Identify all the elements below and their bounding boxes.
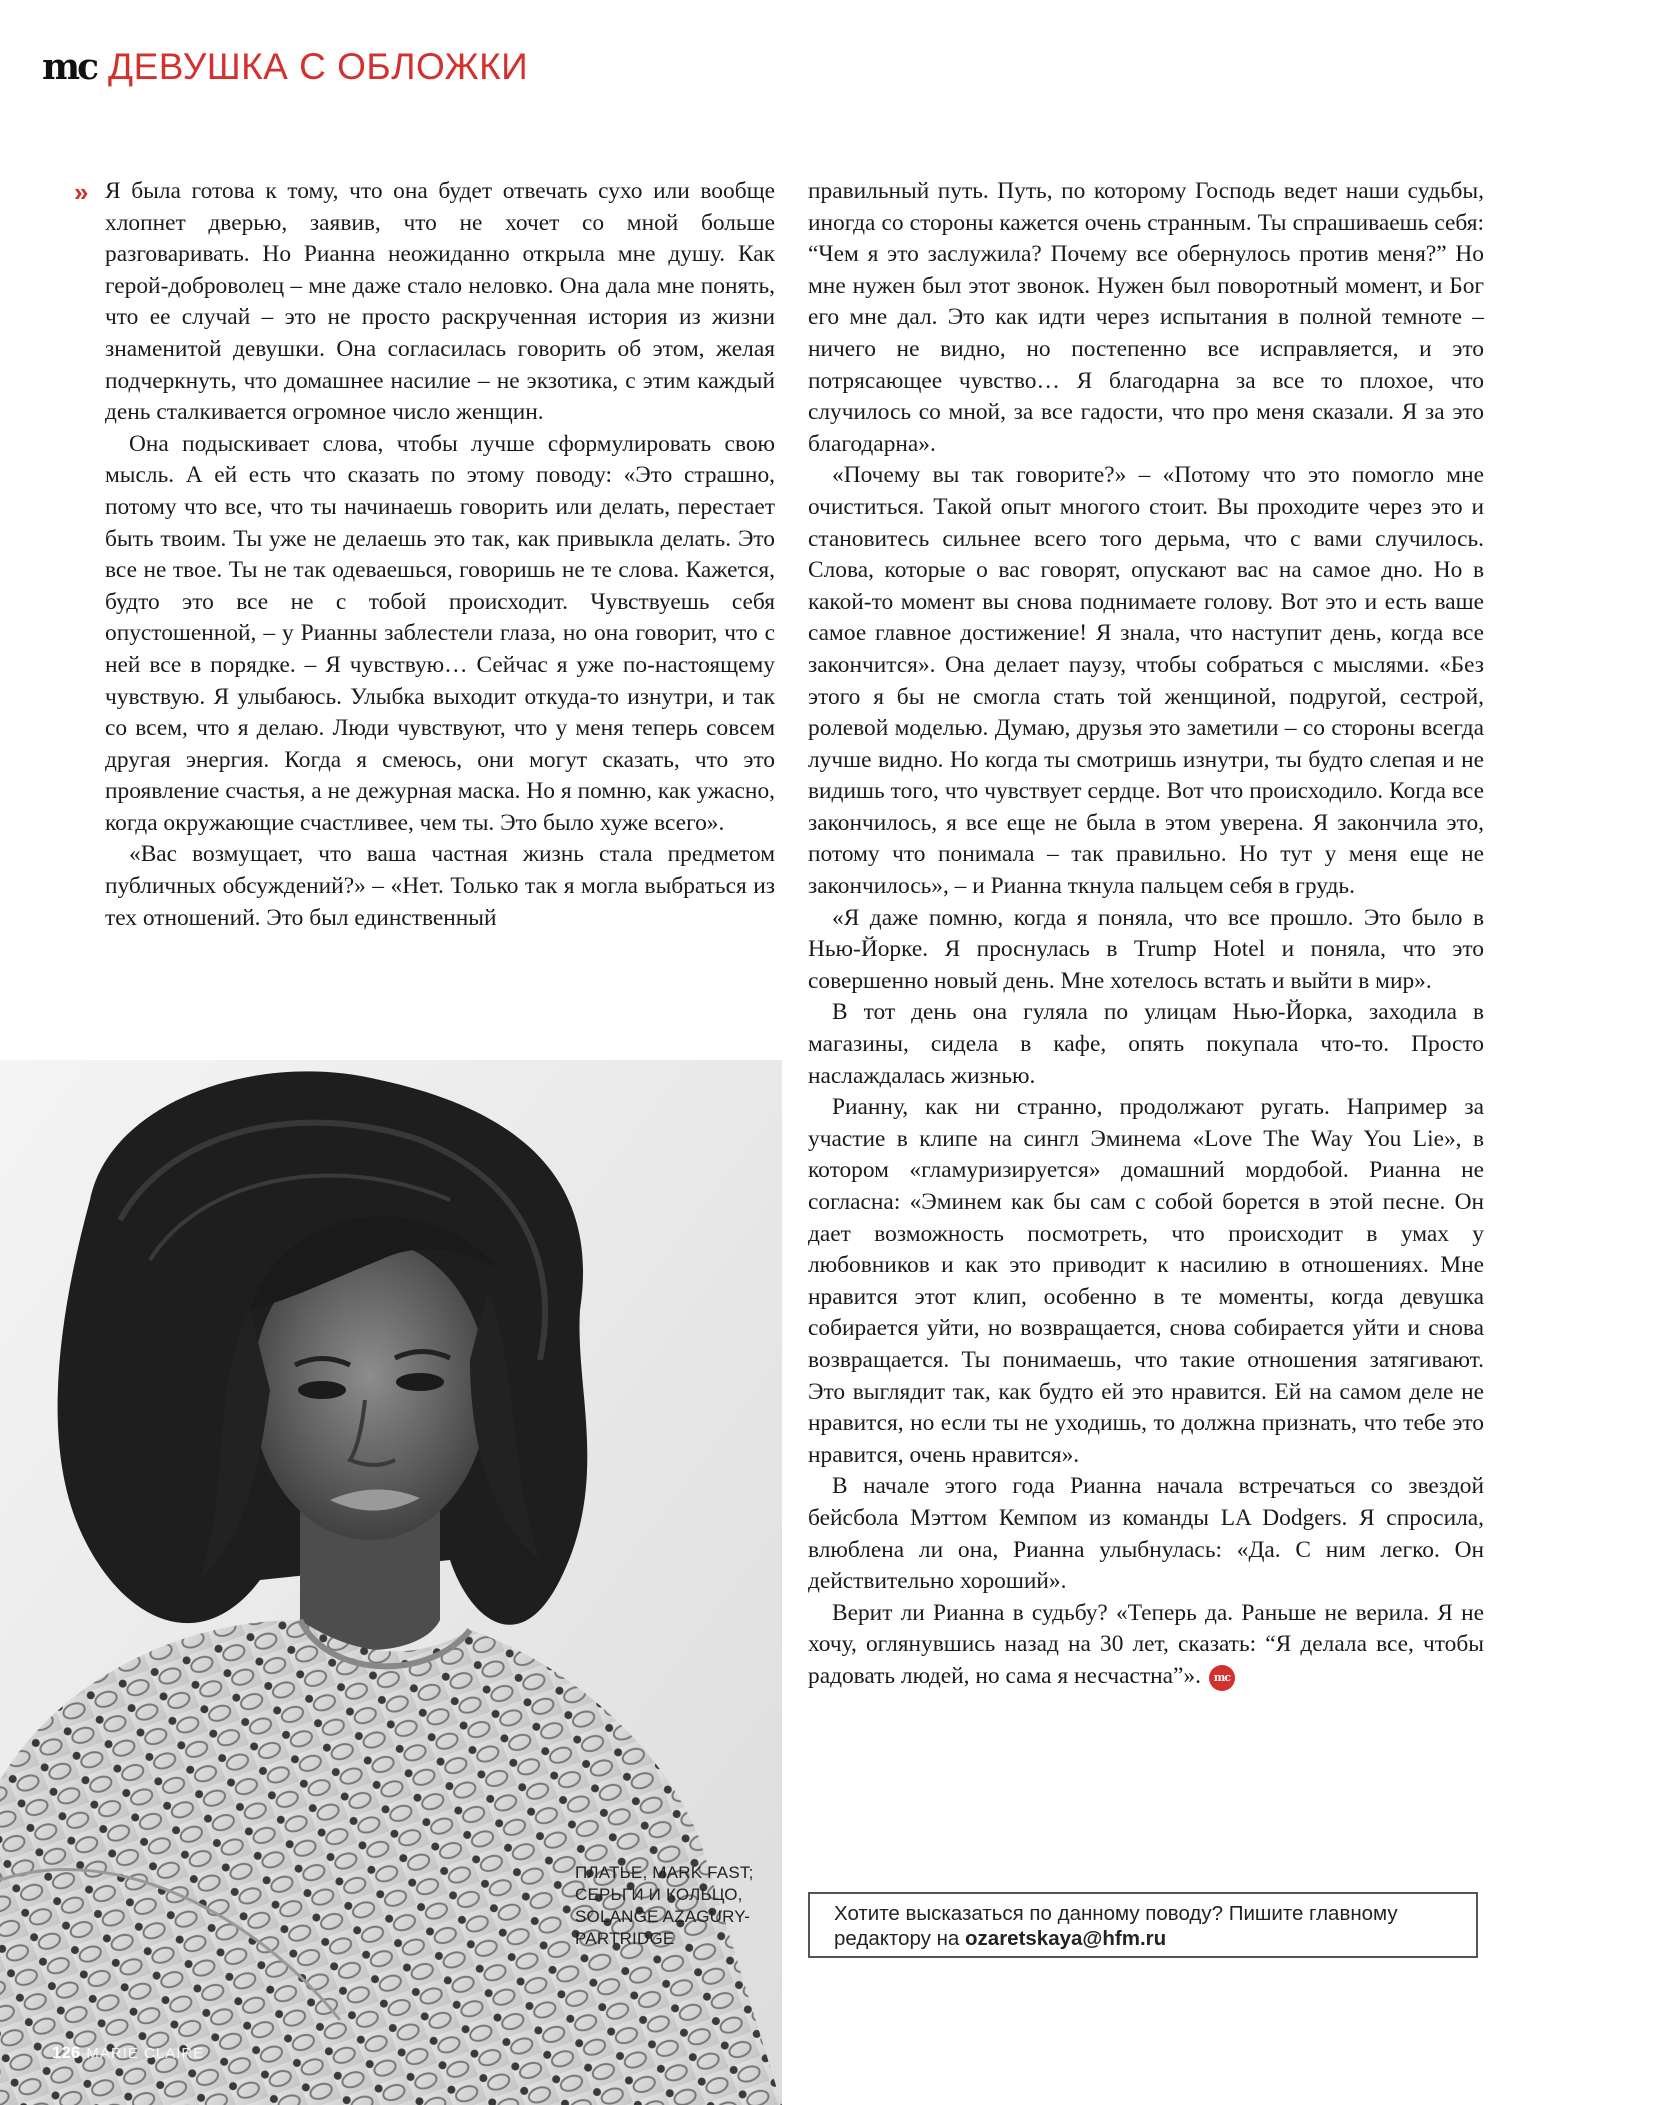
article-paragraph: «Я даже помню, когда я поняла, что все прошло. Это было в Нью-Йорке. Я проснулась в Trump Hotel и поняла, что это совершенно новый день. Мне хотелось встать и выйти в мир». [808,904,1484,994]
article-column-left [105,176,775,934]
article-column-right [808,176,1484,1693]
feedback-line-2 [834,1926,1452,1951]
article-paragraph: «Вас возмущает, что ваша частная жизнь стала предметом публичных обсуждений?» – «Нет. Только так я могла выбраться из тех отношений. Это был единственный [105,841,775,931]
magazine-name: MARIE CLAIRE [86,2045,205,2062]
article-paragraph: правильный путь. Путь, по которому Господь ведет наши судьбы, иногда со стороны кажется очень странным. Ты спрашиваешь себя: “Чем я это заслужила? Почему все обернулось против меня?” Но мне нужен был этот звонок. Нужен был поворотный момент, и Бог его мне дал. Это как идти через испытания в полной темноте – ничего не видно, но постепенно все исправляется, и это потрясающее чувство… Я благодарна за все то плохое, что случилось со мной, за все гадости, что про меня сказали. Я за это благодарна». [808,178,1484,457]
article-paragraph [808,1598,1484,1693]
article-paragraph: «Почему вы так говорите?» – «Потому что это помогло мне очиститься. Такой опыт многого стоит. Вы проходите через это и становитесь сильнее всего того дерьма, что с вами случилось. Слова, которые о вас говорят, опускают вас на самое дно. Но в какой-то момент вы снова поднимаете голову. Вот это и есть ваше самое главное достижение! Я знала, что наступит день, когда все закончится». Она делает паузу, чтобы собраться с мыслями. «Без этого я бы не смогла стать той женщиной, подругой, сестрой, ролевой моделью. Думаю, друзья это заметили – со стороны всегда лучше видно. Но когда ты смотришь изнутри, ты будто слепая и не видишь того, что чувствует сердце. Вот что происходило. Когда все закончилось, я все еще не была в этом уверена. Я закончила это, потому что понимала – так правильно. Но тут у меня еще не закончилось», – и Рианна ткнула пальцем себя в грудь. [808,462,1484,900]
feedback-line-1: Хотите высказаться по данному поводу? Пишите главному [834,1902,1398,1925]
end-of-article-icon: mc [1209,1665,1235,1691]
article-paragraph: В тот день она гуляла по улицам Нью-Йорка, заходила в магазины, сидела в кафе, опять покупала что-то. Просто наслаждалась жизнью. [808,999,1484,1089]
caption-line: SOLANGE AZAGURY- [575,1907,751,1926]
caption-line: ПЛАТЬЕ, MARK FAST; [575,1863,754,1882]
article-paragraph: В начале этого года Рианна начала встречаться со звездой бейсбола Мэттом Кемпом из команды LA Dodgers. Я спросила, влюблена ли она, Рианна улыбнулась: «Да. С ним легко. Он действительно хороший». [808,1473,1484,1595]
article-paragraph: Рианну, как ни странно, продолжают ругать. Например за участие в клипе на сингл Эминема «Love The Way You Lie», в котором «гламуризируется» домашний мордобой. Рианна не согласна: «Эминем как бы сам с собой борется в этой песне. Он дает возможность посмотреть, что происходит в умах у любовников и как это приводит к насилию в отношениях. Мне нравится этот клип, особенно в те моменты, когда девушка собирается уйти, но возвращается, снова собирается уйти и снова возвращается. Ты понимаешь, что такие отношения затягивают. Это выглядит так, как будто ей это нравится. Ей на самом деле не нравится, но если ты не уходишь, то должна признать, что тебе это нравится, очень нравится». [808,1094,1484,1468]
page-header [42,46,528,94]
section-title: ДЕВУШКА С ОБЛОЖКИ [108,46,529,87]
caption-line: PARTRIDGE [575,1929,675,1948]
article-paragraph: Я была готова к тому, что она будет отвечать сухо или вообще хлопнет дверью, заявив, что не хочет со мной больше разговаривать. Но Рианна неожиданно открыла мне душу. Как герой-доброволец – мне даже стало неловко. Она дала мне понять, что ее случай – это не просто раскрученная история из жизни знаменитой девушки. Она согласилась говорить об этом, желая подчеркнуть, что домашнее насилие – не экзотика, с этим каждый день сталкивается огромное число женщин. [105,178,775,426]
feedback-text: редактору на [834,1927,966,1950]
photo-caption [575,1862,765,1950]
article-paragraph: Она подыскивает слова, чтобы лучше сформулировать свою мысль. А ей есть что сказать по этому поводу: «Это страшно, потому что все, что ты начинаешь говорить или делать, перестает быть твоим. Ты уже не делаешь это так, как привыкла делать. Это все не твое. Ты не так одеваешься, говоришь не те слова. Кажется, будто это все не с тобой происходит. Чувствуешь себя опустошенной, – у Рианны заблестели глаза, но она говорит, что с ней все в порядке. – Я чувствую… Сейчас я уже по-настоящему чувствую. Я улыбаюсь. Улыбка выходит откуда-то изнутри, и так со всем, что я делаю. Люди чувствуют, что у меня теперь совсем другая энергия. Когда я смеюсь, они могут сказать, что это проявление счастья, а не дежурная маска. Но я помню, как ужасно, когда окружающие счастливее, чем ты. Это было хуже всего». [105,430,775,836]
page-number: 126 [52,2043,81,2062]
article-start-marker: » [74,177,89,207]
page-folio [52,2043,204,2063]
article-last-text: Верит ли Рианна в судьбу? «Теперь да. Раньше не верила. Я не хочу, оглянувшись назад на 30 лет, сказать: “Я делала все, чтобы радовать людей, но сама я несчастна”». [808,1599,1484,1689]
magazine-logo: mc [42,46,97,88]
editor-email-link[interactable]: ozaretskaya@hfm.ru [965,1927,1167,1950]
feedback-box [808,1892,1478,1958]
caption-line: СЕРЬГИ И КОЛЬЦО, [575,1885,743,1904]
